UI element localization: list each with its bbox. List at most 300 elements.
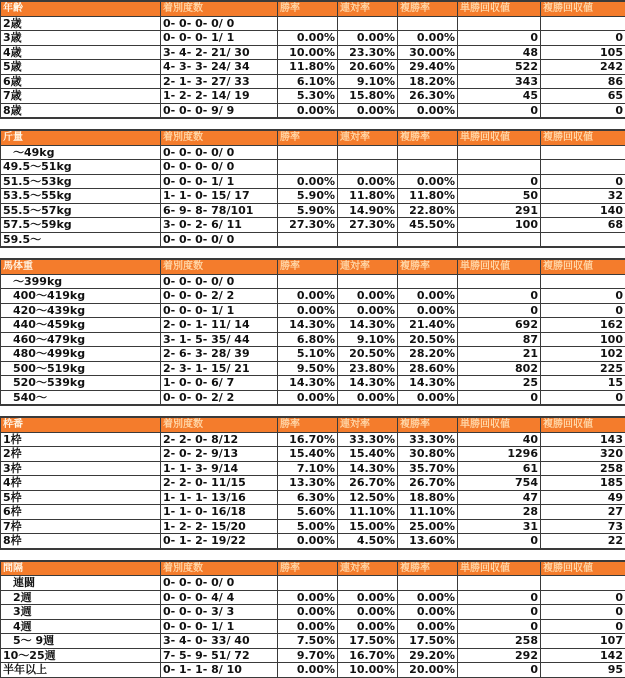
show-rate-cell: 25.00% — [398, 519, 458, 534]
column-header: 複勝回収値 — [541, 260, 625, 275]
show-return-cell: 100 — [541, 332, 625, 347]
show-return-cell — [541, 232, 625, 247]
place-rate-cell: 0.00% — [338, 31, 398, 46]
show-return-cell: 0 — [541, 590, 625, 605]
win-return-cell: 0 — [458, 534, 541, 549]
win-rate-cell — [278, 16, 338, 31]
place-rate-cell: 11.80% — [338, 189, 398, 204]
table-row — [1, 232, 625, 247]
column-header: 着別度数 — [161, 131, 278, 146]
table-row — [1, 490, 625, 505]
show-return-cell: 162 — [541, 318, 625, 333]
table-row — [1, 145, 625, 160]
counts-cell: 0- 0- 0- 2/ 2 — [161, 289, 278, 304]
place-rate-cell: 0.00% — [338, 103, 398, 118]
place-rate-cell: 16.70% — [338, 648, 398, 663]
place-rate-cell: 20.60% — [338, 60, 398, 75]
column-header: 単勝回収値 — [458, 2, 541, 17]
win-rate-cell: 6.10% — [278, 74, 338, 89]
win-rate-cell: 5.90% — [278, 203, 338, 218]
show-return-cell: 0 — [541, 289, 625, 304]
row-label: 4枠 — [1, 476, 161, 491]
row-label: 440～459kg — [1, 318, 161, 333]
section-spacer — [0, 549, 625, 560]
win-rate-cell: 9.50% — [278, 361, 338, 376]
win-return-cell: 754 — [458, 476, 541, 491]
win-rate-cell — [278, 274, 338, 289]
column-header: 複勝回収値 — [541, 2, 625, 17]
row-label: 49.5～51kg — [1, 160, 161, 175]
win-return-cell: 0 — [458, 390, 541, 405]
show-return-cell: 68 — [541, 218, 625, 233]
counts-cell: 1- 1- 0- 16/18 — [161, 505, 278, 520]
win-return-cell: 21 — [458, 347, 541, 362]
win-rate-cell: 5.30% — [278, 89, 338, 104]
table-row — [1, 663, 625, 678]
place-rate-cell: 33.30% — [338, 432, 398, 447]
win-rate-cell: 10.00% — [278, 45, 338, 60]
table-row — [1, 60, 625, 75]
show-return-cell: 105 — [541, 45, 625, 60]
show-return-cell: 65 — [541, 89, 625, 104]
win-rate-cell: 14.30% — [278, 376, 338, 391]
show-rate-cell: 0.00% — [398, 31, 458, 46]
show-rate-cell — [398, 274, 458, 289]
place-rate-cell: 14.30% — [338, 461, 398, 476]
win-rate-cell: 13.30% — [278, 476, 338, 491]
win-rate-cell: 0.00% — [278, 619, 338, 634]
column-header: 着別度数 — [161, 2, 278, 17]
stats-table — [0, 1, 625, 118]
win-rate-cell: 0.00% — [278, 31, 338, 46]
counts-cell: 1- 1- 0- 15/ 17 — [161, 189, 278, 204]
win-return-cell — [458, 145, 541, 160]
show-rate-cell: 17.50% — [398, 634, 458, 649]
counts-cell: 2- 2- 0- 8/12 — [161, 432, 278, 447]
row-label: 10～25週 — [1, 648, 161, 663]
table-row — [1, 390, 625, 405]
show-return-cell: 142 — [541, 648, 625, 663]
section-title: 間隔 — [1, 561, 161, 576]
row-label: 5歳 — [1, 60, 161, 75]
column-header: 複勝回収値 — [541, 131, 625, 146]
row-label: 2週 — [1, 590, 161, 605]
win-return-cell: 45 — [458, 89, 541, 104]
win-return-cell: 61 — [458, 461, 541, 476]
show-return-cell: 86 — [541, 74, 625, 89]
win-return-cell — [458, 232, 541, 247]
counts-cell: 0- 0- 0- 0/ 0 — [161, 576, 278, 591]
column-header: 単勝回収値 — [458, 418, 541, 433]
counts-cell: 0- 0- 0- 1/ 1 — [161, 31, 278, 46]
row-label: 420～439kg — [1, 303, 161, 318]
column-header: 複勝率 — [398, 260, 458, 275]
show-return-cell: 140 — [541, 203, 625, 218]
win-return-cell: 0 — [458, 605, 541, 620]
place-rate-cell: 9.10% — [338, 332, 398, 347]
table-row — [1, 203, 625, 218]
row-label: 460～479kg — [1, 332, 161, 347]
place-rate-cell: 0.00% — [338, 289, 398, 304]
counts-cell: 0- 0- 0- 3/ 3 — [161, 605, 278, 620]
place-rate-cell: 15.80% — [338, 89, 398, 104]
win-return-cell: 87 — [458, 332, 541, 347]
win-rate-cell: 0.00% — [278, 663, 338, 678]
win-rate-cell: 0.00% — [278, 303, 338, 318]
win-return-cell: 0 — [458, 303, 541, 318]
show-rate-cell: 28.60% — [398, 361, 458, 376]
counts-cell: 6- 9- 8- 78/101 — [161, 203, 278, 218]
row-label: 2歳 — [1, 16, 161, 31]
win-return-cell: 1296 — [458, 447, 541, 462]
win-rate-cell: 0.00% — [278, 534, 338, 549]
column-header: 連対率 — [338, 561, 398, 576]
column-header: 着別度数 — [161, 561, 278, 576]
column-header: 着別度数 — [161, 418, 278, 433]
win-rate-cell: 0.00% — [278, 605, 338, 620]
place-rate-cell — [338, 576, 398, 591]
counts-cell: 0- 0- 0- 1/ 1 — [161, 303, 278, 318]
show-return-cell — [541, 576, 625, 591]
show-return-cell: 320 — [541, 447, 625, 462]
row-label: 7枠 — [1, 519, 161, 534]
column-header: 複勝率 — [398, 561, 458, 576]
row-label: 4歳 — [1, 45, 161, 60]
place-rate-cell: 15.40% — [338, 447, 398, 462]
row-label: 3枠 — [1, 461, 161, 476]
section-spacer — [0, 405, 625, 416]
win-rate-cell: 6.30% — [278, 490, 338, 505]
show-rate-cell: 0.00% — [398, 303, 458, 318]
show-rate-cell: 20.50% — [398, 332, 458, 347]
row-label: 3週 — [1, 605, 161, 620]
counts-cell: 2- 0- 1- 11/ 14 — [161, 318, 278, 333]
column-header: 複勝回収値 — [541, 418, 625, 433]
win-rate-cell: 0.00% — [278, 289, 338, 304]
table-row — [1, 45, 625, 60]
win-return-cell: 25 — [458, 376, 541, 391]
show-return-cell: 0 — [541, 605, 625, 620]
table-row — [1, 303, 625, 318]
table-row — [1, 576, 625, 591]
show-rate-cell — [398, 16, 458, 31]
counts-cell: 1- 2- 2- 15/20 — [161, 519, 278, 534]
table-row — [1, 505, 625, 520]
win-rate-cell: 0.00% — [278, 103, 338, 118]
column-header: 連対率 — [338, 2, 398, 17]
win-rate-cell: 0.00% — [278, 174, 338, 189]
show-rate-cell: 30.00% — [398, 45, 458, 60]
win-return-cell: 0 — [458, 103, 541, 118]
win-rate-cell: 6.80% — [278, 332, 338, 347]
column-header: 連対率 — [338, 418, 398, 433]
row-label: 半年以上 — [1, 663, 161, 678]
win-rate-cell: 15.40% — [278, 447, 338, 462]
place-rate-cell — [338, 16, 398, 31]
place-rate-cell: 0.00% — [338, 590, 398, 605]
show-return-cell: 0 — [541, 103, 625, 118]
row-label: 520～539kg — [1, 376, 161, 391]
place-rate-cell: 4.50% — [338, 534, 398, 549]
show-return-cell: 27 — [541, 505, 625, 520]
column-header: 複勝率 — [398, 2, 458, 17]
counts-cell: 1- 1- 1- 13/16 — [161, 490, 278, 505]
counts-cell: 0- 0- 0- 0/ 0 — [161, 232, 278, 247]
counts-cell: 3- 4- 0- 33/ 40 — [161, 634, 278, 649]
column-header: 勝率 — [278, 418, 338, 433]
table-row — [1, 619, 625, 634]
stats-table — [0, 417, 625, 549]
show-rate-cell: 28.20% — [398, 347, 458, 362]
section-1 — [0, 129, 625, 247]
column-header: 単勝回収値 — [458, 260, 541, 275]
counts-cell: 0- 1- 1- 8/ 10 — [161, 663, 278, 678]
show-return-cell: 32 — [541, 189, 625, 204]
place-rate-cell: 0.00% — [338, 303, 398, 318]
show-rate-cell: 0.00% — [398, 390, 458, 405]
counts-cell: 1- 0- 0- 6/ 7 — [161, 376, 278, 391]
row-label: 400～419kg — [1, 289, 161, 304]
show-return-cell: 258 — [541, 461, 625, 476]
place-rate-cell: 14.30% — [338, 376, 398, 391]
win-return-cell: 100 — [458, 218, 541, 233]
row-label: 51.5～53kg — [1, 174, 161, 189]
show-return-cell: 15 — [541, 376, 625, 391]
place-rate-cell: 26.70% — [338, 476, 398, 491]
stats-table — [0, 259, 625, 405]
table-row — [1, 31, 625, 46]
table-header-row — [1, 131, 625, 146]
table-row — [1, 189, 625, 204]
place-rate-cell: 17.50% — [338, 634, 398, 649]
table-header-row — [1, 418, 625, 433]
counts-cell: 0- 0- 0- 1/ 1 — [161, 174, 278, 189]
table-row — [1, 634, 625, 649]
row-label: 5枠 — [1, 490, 161, 505]
win-rate-cell: 0.00% — [278, 390, 338, 405]
win-return-cell: 47 — [458, 490, 541, 505]
column-header: 勝率 — [278, 2, 338, 17]
show-rate-cell: 45.50% — [398, 218, 458, 233]
show-rate-cell — [398, 232, 458, 247]
place-rate-cell: 12.50% — [338, 490, 398, 505]
table-row — [1, 376, 625, 391]
column-header: 連対率 — [338, 131, 398, 146]
table-row — [1, 432, 625, 447]
win-return-cell: 0 — [458, 174, 541, 189]
win-return-cell: 522 — [458, 60, 541, 75]
section-title: 枠番 — [1, 418, 161, 433]
show-rate-cell: 13.60% — [398, 534, 458, 549]
section-title: 馬体重 — [1, 260, 161, 275]
show-return-cell — [541, 145, 625, 160]
show-rate-cell: 0.00% — [398, 174, 458, 189]
place-rate-cell: 14.30% — [338, 318, 398, 333]
row-label: 6枠 — [1, 505, 161, 520]
show-return-cell: 242 — [541, 60, 625, 75]
counts-cell: 0- 0- 0- 1/ 1 — [161, 619, 278, 634]
section-title: 年齢 — [1, 2, 161, 17]
show-return-cell: 95 — [541, 663, 625, 678]
place-rate-cell: 0.00% — [338, 390, 398, 405]
table-row — [1, 461, 625, 476]
table-header-row — [1, 2, 625, 17]
show-rate-cell: 14.30% — [398, 376, 458, 391]
show-rate-cell: 29.40% — [398, 60, 458, 75]
row-label: 4週 — [1, 619, 161, 634]
win-return-cell: 0 — [458, 590, 541, 605]
win-return-cell: 343 — [458, 74, 541, 89]
show-rate-cell: 26.30% — [398, 89, 458, 104]
place-rate-cell: 23.80% — [338, 361, 398, 376]
counts-cell: 3- 4- 2- 21/ 30 — [161, 45, 278, 60]
counts-cell: 0- 1- 2- 19/22 — [161, 534, 278, 549]
place-rate-cell: 23.30% — [338, 45, 398, 60]
show-return-cell: 0 — [541, 303, 625, 318]
win-return-cell: 0 — [458, 619, 541, 634]
counts-cell: 0- 0- 0- 0/ 0 — [161, 16, 278, 31]
section-title: 斤量 — [1, 131, 161, 146]
table-row — [1, 174, 625, 189]
win-rate-cell: 11.80% — [278, 60, 338, 75]
show-return-cell: 143 — [541, 432, 625, 447]
win-rate-cell: 5.90% — [278, 189, 338, 204]
row-label: 3歳 — [1, 31, 161, 46]
table-header-row — [1, 561, 625, 576]
stats-table — [0, 130, 625, 247]
place-rate-cell: 15.00% — [338, 519, 398, 534]
table-row — [1, 332, 625, 347]
show-rate-cell — [398, 576, 458, 591]
section-3 — [0, 416, 625, 549]
table-row — [1, 347, 625, 362]
win-rate-cell: 9.70% — [278, 648, 338, 663]
place-rate-cell — [338, 274, 398, 289]
win-return-cell — [458, 576, 541, 591]
show-return-cell: 225 — [541, 361, 625, 376]
show-rate-cell: 11.80% — [398, 189, 458, 204]
table-row — [1, 648, 625, 663]
show-rate-cell — [398, 145, 458, 160]
show-return-cell: 49 — [541, 490, 625, 505]
column-header: 単勝回収値 — [458, 561, 541, 576]
show-rate-cell: 0.00% — [398, 103, 458, 118]
table-row — [1, 361, 625, 376]
section-spacer — [0, 118, 625, 129]
counts-cell: 2- 6- 3- 28/ 39 — [161, 347, 278, 362]
show-return-cell: 107 — [541, 634, 625, 649]
counts-cell: 7- 5- 9- 51/ 72 — [161, 648, 278, 663]
place-rate-cell: 11.10% — [338, 505, 398, 520]
win-rate-cell: 5.00% — [278, 519, 338, 534]
table-row — [1, 160, 625, 175]
win-return-cell: 48 — [458, 45, 541, 60]
show-return-cell: 73 — [541, 519, 625, 534]
section-spacer — [0, 247, 625, 258]
show-return-cell: 0 — [541, 31, 625, 46]
win-return-cell: 802 — [458, 361, 541, 376]
show-rate-cell: 22.80% — [398, 203, 458, 218]
win-return-cell: 0 — [458, 31, 541, 46]
column-header: 勝率 — [278, 131, 338, 146]
win-rate-cell — [278, 576, 338, 591]
place-rate-cell: 14.90% — [338, 203, 398, 218]
win-rate-cell — [278, 160, 338, 175]
table-row — [1, 476, 625, 491]
section-2 — [0, 258, 625, 405]
place-rate-cell: 27.30% — [338, 218, 398, 233]
win-return-cell: 40 — [458, 432, 541, 447]
win-rate-cell: 7.50% — [278, 634, 338, 649]
row-label: 540～ — [1, 390, 161, 405]
win-return-cell: 258 — [458, 634, 541, 649]
row-label: 6歳 — [1, 74, 161, 89]
show-rate-cell: 26.70% — [398, 476, 458, 491]
table-row — [1, 605, 625, 620]
column-header: 連対率 — [338, 260, 398, 275]
show-return-cell — [541, 274, 625, 289]
row-label: 2枠 — [1, 447, 161, 462]
show-rate-cell: 0.00% — [398, 590, 458, 605]
column-header: 勝率 — [278, 561, 338, 576]
win-rate-cell: 14.30% — [278, 318, 338, 333]
counts-cell: 0- 0- 0- 2/ 2 — [161, 390, 278, 405]
counts-cell: 1- 2- 2- 14/ 19 — [161, 89, 278, 104]
row-label: ～399kg — [1, 274, 161, 289]
table-row — [1, 218, 625, 233]
row-label: ～49kg — [1, 145, 161, 160]
table-row — [1, 274, 625, 289]
place-rate-cell: 0.00% — [338, 174, 398, 189]
show-return-cell: 185 — [541, 476, 625, 491]
table-row — [1, 89, 625, 104]
place-rate-cell — [338, 145, 398, 160]
show-rate-cell: 18.20% — [398, 74, 458, 89]
row-label: 8歳 — [1, 103, 161, 118]
place-rate-cell: 0.00% — [338, 605, 398, 620]
table-row — [1, 103, 625, 118]
row-label: 500～519kg — [1, 361, 161, 376]
place-rate-cell: 10.00% — [338, 663, 398, 678]
section-4 — [0, 560, 625, 678]
win-return-cell — [458, 274, 541, 289]
show-rate-cell: 21.40% — [398, 318, 458, 333]
row-label: 8枠 — [1, 534, 161, 549]
table-row — [1, 519, 625, 534]
win-return-cell: 31 — [458, 519, 541, 534]
show-rate-cell: 11.10% — [398, 505, 458, 520]
show-rate-cell: 0.00% — [398, 289, 458, 304]
win-return-cell — [458, 160, 541, 175]
place-rate-cell — [338, 232, 398, 247]
place-rate-cell: 9.10% — [338, 74, 398, 89]
win-rate-cell: 7.10% — [278, 461, 338, 476]
show-return-cell — [541, 160, 625, 175]
show-rate-cell: 29.20% — [398, 648, 458, 663]
row-label: 57.5～59kg — [1, 218, 161, 233]
column-header: 複勝回収値 — [541, 561, 625, 576]
table-row — [1, 534, 625, 549]
win-rate-cell — [278, 145, 338, 160]
win-return-cell: 28 — [458, 505, 541, 520]
row-label: 7歳 — [1, 89, 161, 104]
table-row — [1, 590, 625, 605]
win-return-cell: 50 — [458, 189, 541, 204]
counts-cell: 0- 0- 0- 0/ 0 — [161, 160, 278, 175]
row-label: 55.5～57kg — [1, 203, 161, 218]
show-return-cell: 102 — [541, 347, 625, 362]
win-return-cell: 0 — [458, 289, 541, 304]
